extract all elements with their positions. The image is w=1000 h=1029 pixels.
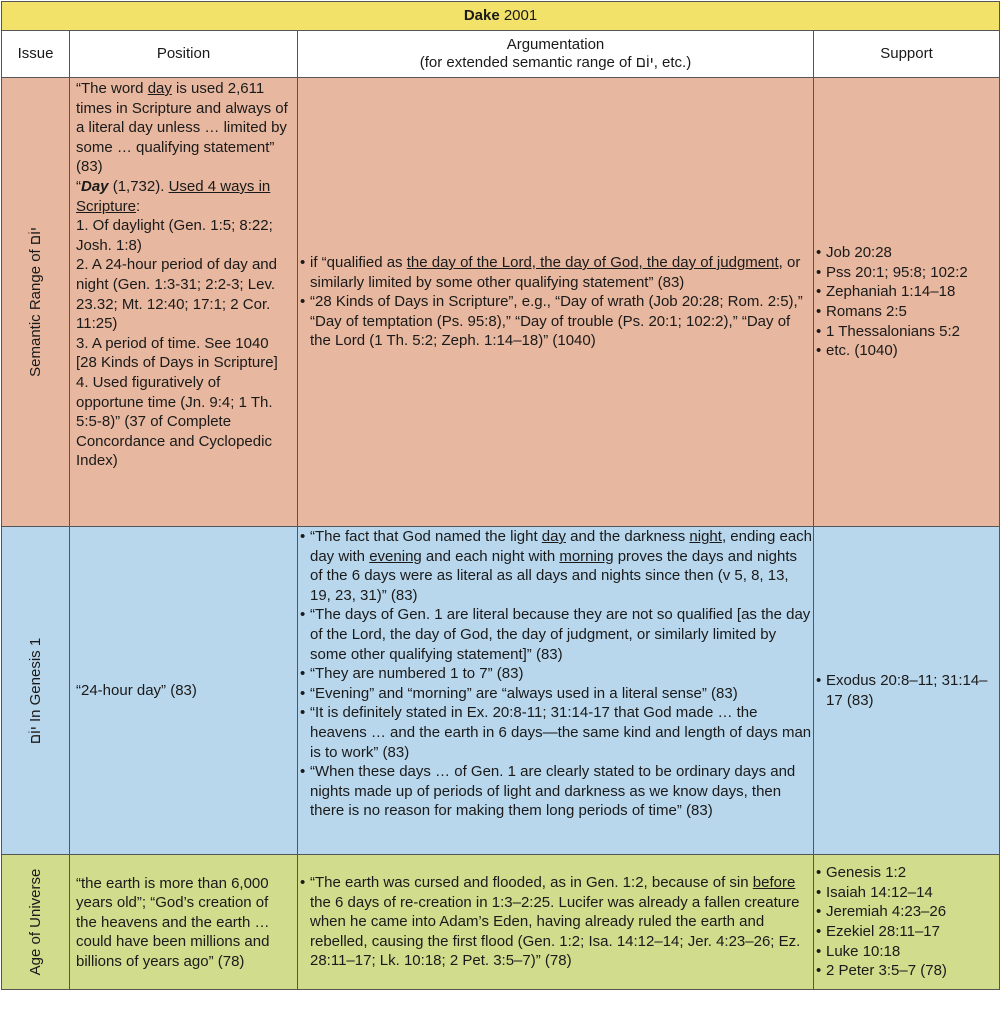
header-argumentation-title: Argumentation: [506, 36, 605, 53]
support-item: • Zephaniah 1:14–18: [814, 282, 999, 302]
position-quote-2: “Day (1,732). Used 4 ways in Scripture:: [76, 177, 271, 215]
support-item: • Isaiah 14:12–14: [814, 883, 999, 903]
row-in-genesis-1: [2, 527, 1000, 855]
argument-item: • “Evening” and “morning” are “always used in a literal sense” (83): [298, 684, 813, 704]
argument-item: • “The days of Gen. 1 are literal because they are not so qualified [as the day of the Lord, the day of God, the day of judgment, or similarly limited by some other qualifying statement]” (83): [298, 605, 813, 664]
support-item: • Luke 10:18: [814, 942, 999, 962]
position-usage-2: 2. A 24-hour period of day and night (Gen. 1:3-31; 2:2-3; Lev. 23.32; Mt. 12:40; 17:1; 2 Cor. 11:25): [76, 256, 277, 333]
position-usage-1: 1. Of daylight (Gen. 1:5; 8:22; Josh. 1:8): [76, 217, 273, 254]
position-in-genesis-1: “24-hour day” (83): [70, 527, 298, 855]
support-age-of-universe: [814, 855, 1000, 990]
argument-item: • “28 Kinds of Days in Scripture”, e.g., “Day of wrath (Job 20:28; Rom. 2:5),” “Day of temptation (Ps. 95:8),” “Day of trouble (Ps. 20:1; 102:2),” “Day of the Lord (1 Th. 5:2; Zeph. 1:14–18)” (1040): [298, 292, 813, 351]
title-year: 2001: [499, 7, 538, 25]
support-item: • etc. (1040): [814, 341, 999, 361]
argument-item: • if “qualified as the day of the Lord, the day of God, the day of judgment, or similarly limited by some other qualifying statement” (83): [298, 253, 813, 292]
header-argumentation: [298, 31, 814, 78]
support-item: • Ezekiel 28:11–17: [814, 922, 999, 942]
argument-item: • “When these days … of Gen. 1 are clearly stated to be ordinary days and nights made up of periods of light and darkness as we know days, then there is no reason for making them long periods of time” (83): [298, 762, 813, 821]
argument-item: • “The earth was cursed and flooded, as in Gen. 1:2, because of sin before the 6 days of re-creation in 1:3–2:25. Lucifer was already a fallen creature when he came into Adam’s Eden, having already ruled the earth and rebelled, causing the first flood (Gen. 1:2; Isa. 14:12–14; Jer. 4:23–26; Ez. 28:11–17; Lk. 10:18; 2 Pet. 3:5–7)” (78): [298, 873, 813, 971]
position-age-of-universe: “the earth is more than 6,000 years old”; “God’s creation of the heavens and the earth … could have been millions and billions of years ago” (78): [70, 855, 298, 990]
support-item: • Exodus 20:8–11; 31:14–17 (83): [814, 671, 999, 710]
issue-age-of-universe: [2, 855, 70, 990]
header-issue: Issue: [2, 31, 70, 78]
header-support: Support: [814, 31, 1000, 78]
row-age-of-universe: [2, 855, 1000, 990]
argumentation-semantic-range: [298, 78, 814, 527]
argumentation-age-of-universe: [298, 855, 814, 990]
argument-item: • “It is definitely stated in Ex. 20:8-11; 31:14-17 that God made … the heavens … and the earth in 6 days—the same kind and length of days man is to work” (83): [298, 703, 813, 762]
comparison-table: [1, 1, 1000, 990]
support-semantic-range: [814, 78, 1000, 527]
argument-item: • “They are numbered 1 to 7” (83): [298, 664, 813, 684]
issue-label: Semantic Range of יוֹם: [26, 227, 44, 377]
support-item: • 2 Peter 3:5–7 (78): [814, 961, 999, 981]
header-row: [2, 31, 1000, 78]
issue-semantic-range: [2, 78, 70, 527]
support-item: • Romans 2:5: [814, 302, 999, 322]
position-semantic-range: [70, 78, 298, 527]
issue-label: יוֹם In Genesis 1: [26, 637, 44, 744]
support-item: • 1 Thessalonians 5:2: [814, 322, 999, 342]
table-title: [2, 2, 1000, 31]
argumentation-in-genesis-1: [298, 527, 814, 855]
position-usage-3: 3. A period of time. See 1040 [28 Kinds of Days in Scripture]: [76, 334, 278, 372]
argument-item: • “The fact that God named the light day and the darkness night, ending each day with evening and each night with morning proves the days and nights of the 6 days were as literal as all days and nights since then (v 5, 8, 13, 19, 23, 31)” (83): [298, 527, 813, 605]
title-author: Dake: [463, 7, 500, 25]
issue-in-genesis-1: [2, 527, 70, 855]
support-item: • Jeremiah 4:23–26: [814, 902, 999, 922]
support-item: • Pss 20:1; 95:8; 102:2: [814, 263, 999, 283]
row-semantic-range: [2, 78, 1000, 527]
issue-label: Age of Universe: [26, 868, 44, 976]
position-usage-4: 4. Used figuratively of opportune time (Jn. 9:4; 1 Th. 5:5-8)” (37 of Complete Concordance and Cyclopedic Index): [76, 373, 273, 470]
header-argumentation-subtitle: (for extended semantic range of יוֹם, etc.): [419, 54, 692, 71]
position-quote-1: “The word day is used 2,611 times in Scripture and always of a literal day unless … limited by some … qualifying statement” (83): [76, 80, 288, 176]
header-position: Position: [70, 31, 298, 78]
title-row: [2, 2, 1000, 31]
support-in-genesis-1: [814, 527, 1000, 855]
support-item: • Job 20:28: [814, 243, 999, 263]
support-item: • Genesis 1:2: [814, 863, 999, 883]
